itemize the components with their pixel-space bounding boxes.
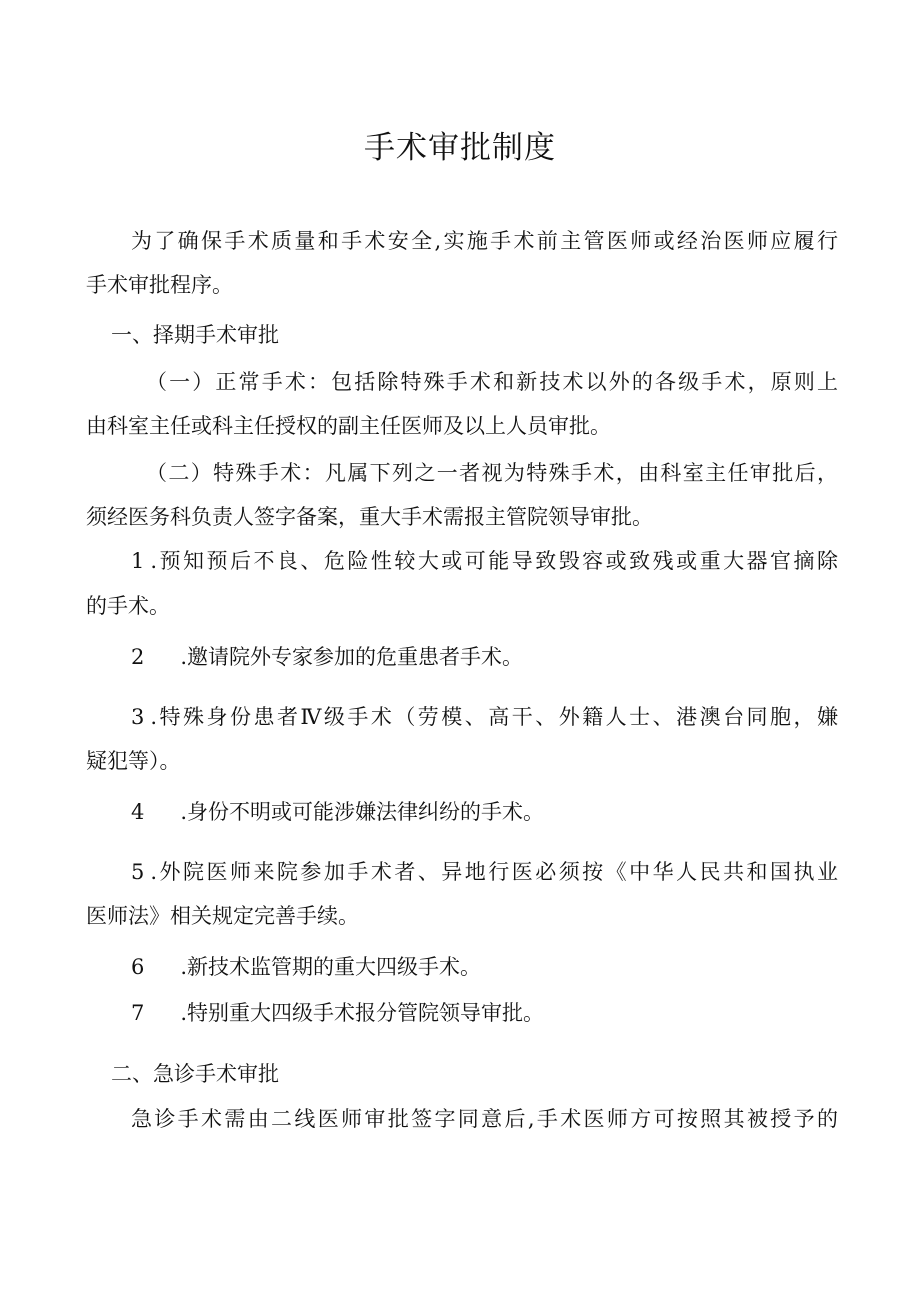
list-item-5-line-2: 医师法》相关规定完善手续。 bbox=[86, 904, 359, 928]
list-item-1-line-1 bbox=[131, 546, 838, 576]
normal-surgery-line-1: （一）正常手术：包括除特殊手术和新技术以外的各级手术，原则上 bbox=[146, 370, 838, 394]
list-item-6 bbox=[131, 952, 883, 982]
list-item-7-number: 7 bbox=[131, 1001, 145, 1025]
list-item-4-text: .身份不明或可能涉嫌法律纠纷的手术。 bbox=[180, 800, 545, 824]
list-item-2-number: 2 bbox=[131, 645, 145, 669]
list-item-2 bbox=[131, 642, 883, 672]
emergency-line-1: 急诊手术需由二线医师审批签字同意后,手术医师方可按照其被授予的 bbox=[131, 1107, 838, 1131]
list-item-6-text: .新技术监管期的重大四级手术。 bbox=[180, 955, 482, 979]
list-item-1-text: .预知预后不良、危险性较大或可能导致毁容或致残或重大器官摘除 bbox=[150, 549, 838, 573]
intro-line-2: 手术审批程序。 bbox=[86, 273, 233, 297]
document-title: 手术审批制度 bbox=[364, 130, 556, 166]
list-item-5-text: .外院医师来院参加手术者、异地行医必须按《中华人民共和国执业 bbox=[150, 860, 838, 884]
list-item-7-text: .特别重大四级手术报分管院领导审批。 bbox=[180, 1001, 545, 1025]
list-item-5-number: 5 bbox=[131, 860, 145, 884]
list-item-4 bbox=[131, 797, 883, 827]
list-item-4-number: 4 bbox=[131, 800, 145, 824]
list-item-1-line-2: 的手术。 bbox=[86, 594, 170, 618]
section-heading-elective: 一、择期手术审批 bbox=[111, 323, 279, 347]
list-item-1-number: 1 bbox=[131, 549, 145, 573]
list-item-3-line-1 bbox=[131, 702, 838, 732]
list-item-5-line-1 bbox=[131, 857, 838, 887]
special-surgery-line-1: （二）特殊手术：凡属下列之一者视为特殊手术，由科室主任审批后， bbox=[146, 461, 838, 485]
list-item-3-text: .特殊身份患者Ⅳ级手术（劳模、高干、外籍人士、港澳台同胞，嫌 bbox=[150, 705, 838, 729]
intro-line-1: 为了确保手术质量和手术安全,实施手术前主管医师或经治医师应履行 bbox=[131, 229, 838, 253]
special-surgery-line-2: 须经医务科负责人签字备案，重大手术需报主管院领导审批。 bbox=[86, 505, 653, 529]
list-item-7 bbox=[131, 998, 883, 1028]
list-item-2-text: .邀请院外专家参加的危重患者手术。 bbox=[180, 645, 524, 669]
list-item-6-number: 6 bbox=[131, 955, 145, 979]
list-item-3-line-2: 疑犯等）。 bbox=[86, 749, 181, 773]
normal-surgery-line-2: 由科室主任或科主任授权的副主任医师及以上人员审批。 bbox=[86, 414, 611, 438]
list-item-3-number: 3 bbox=[131, 705, 145, 729]
section-heading-emergency: 二、急诊手术审批 bbox=[111, 1062, 279, 1086]
